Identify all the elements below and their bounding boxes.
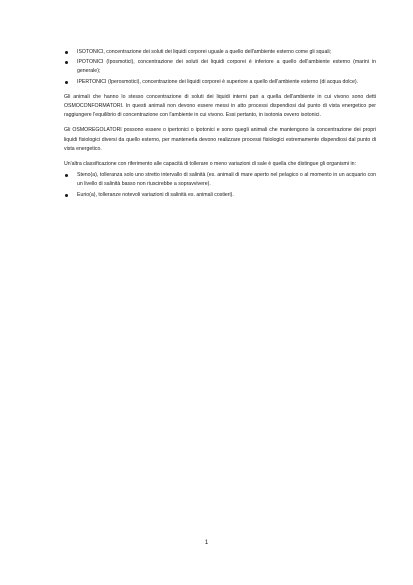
list-item-text: Steno(a), tolleranza solo uno stretto intervallo di salinità (es. animali di mare aperto nel pelagico o al momento in un acquario con un livello di salinità basso non riuscirebbe a sopravvivere). <box>77 172 376 188</box>
list-item <box>64 48 376 57</box>
list-item <box>64 78 376 87</box>
paragraph-osmoconformatori: Gli animali che hanno lo stesso concentrazione di soluti dei liquidi interni pari a quella dell'ambiente in cui vivono sono detti OSMOCONFORMATORI. In questi animali non devono essere messi in atto processi dispendiosi dal punto di vista energetico per raggiungere l'equilibrio di concentrazione con l'ambiente in cui vivono. Essi pertanto, in isotonia ovvero isotonici. <box>64 93 376 119</box>
bullet-icon <box>65 174 68 177</box>
paragraph-classificazione: Un'altra classificazione con riferimento alle capacità di tollerare o meno variazioni di sale è quella che distingue gli organismi in: <box>64 161 356 168</box>
list-item <box>64 191 376 200</box>
list-item-text: IPOTONICI (Iposmotici), concentrazione dei soluti dei liquidi corporei è inferiore a quello dell'ambiente esterno (marini in generale); <box>77 59 376 75</box>
list-item-text: IPERTONICI (Iperosmotici), concentrazione dei liquidi corporei è superiore a quello dell'ambiente esterno (di acqua dolce). <box>77 78 359 85</box>
bullet-icon <box>65 194 68 197</box>
bullet-icon <box>65 81 68 84</box>
tonicity-list <box>64 48 376 87</box>
page-content <box>64 48 376 206</box>
paragraph-osmoregolatori: Gli OSMOREGOLATORI possono essere o ipertonici o ipotonici e sono quegli animali che mantengono la concentrazione dei propri liquidi fisiologici diversi da quello esterno, per mantenerla devono realizzare processi fisiologici estremamente dispendiosi dal punto di vista energetico. <box>64 127 376 152</box>
bullet-icon <box>65 61 68 64</box>
list-item <box>64 58 376 76</box>
list-item-text: Eurio(a), tolleranze notevoli variazioni di salinità es. animali costieri). <box>77 191 234 198</box>
page-number: 1 <box>204 540 209 546</box>
salinity-list <box>64 171 376 200</box>
list-item-text: ISOTONICI, concentrazione dei soluti dei liquidi corporei uguale a quello dell'ambiente esterno come gli squali; <box>77 49 332 55</box>
list-item <box>64 171 376 189</box>
bullet-icon <box>65 51 68 54</box>
